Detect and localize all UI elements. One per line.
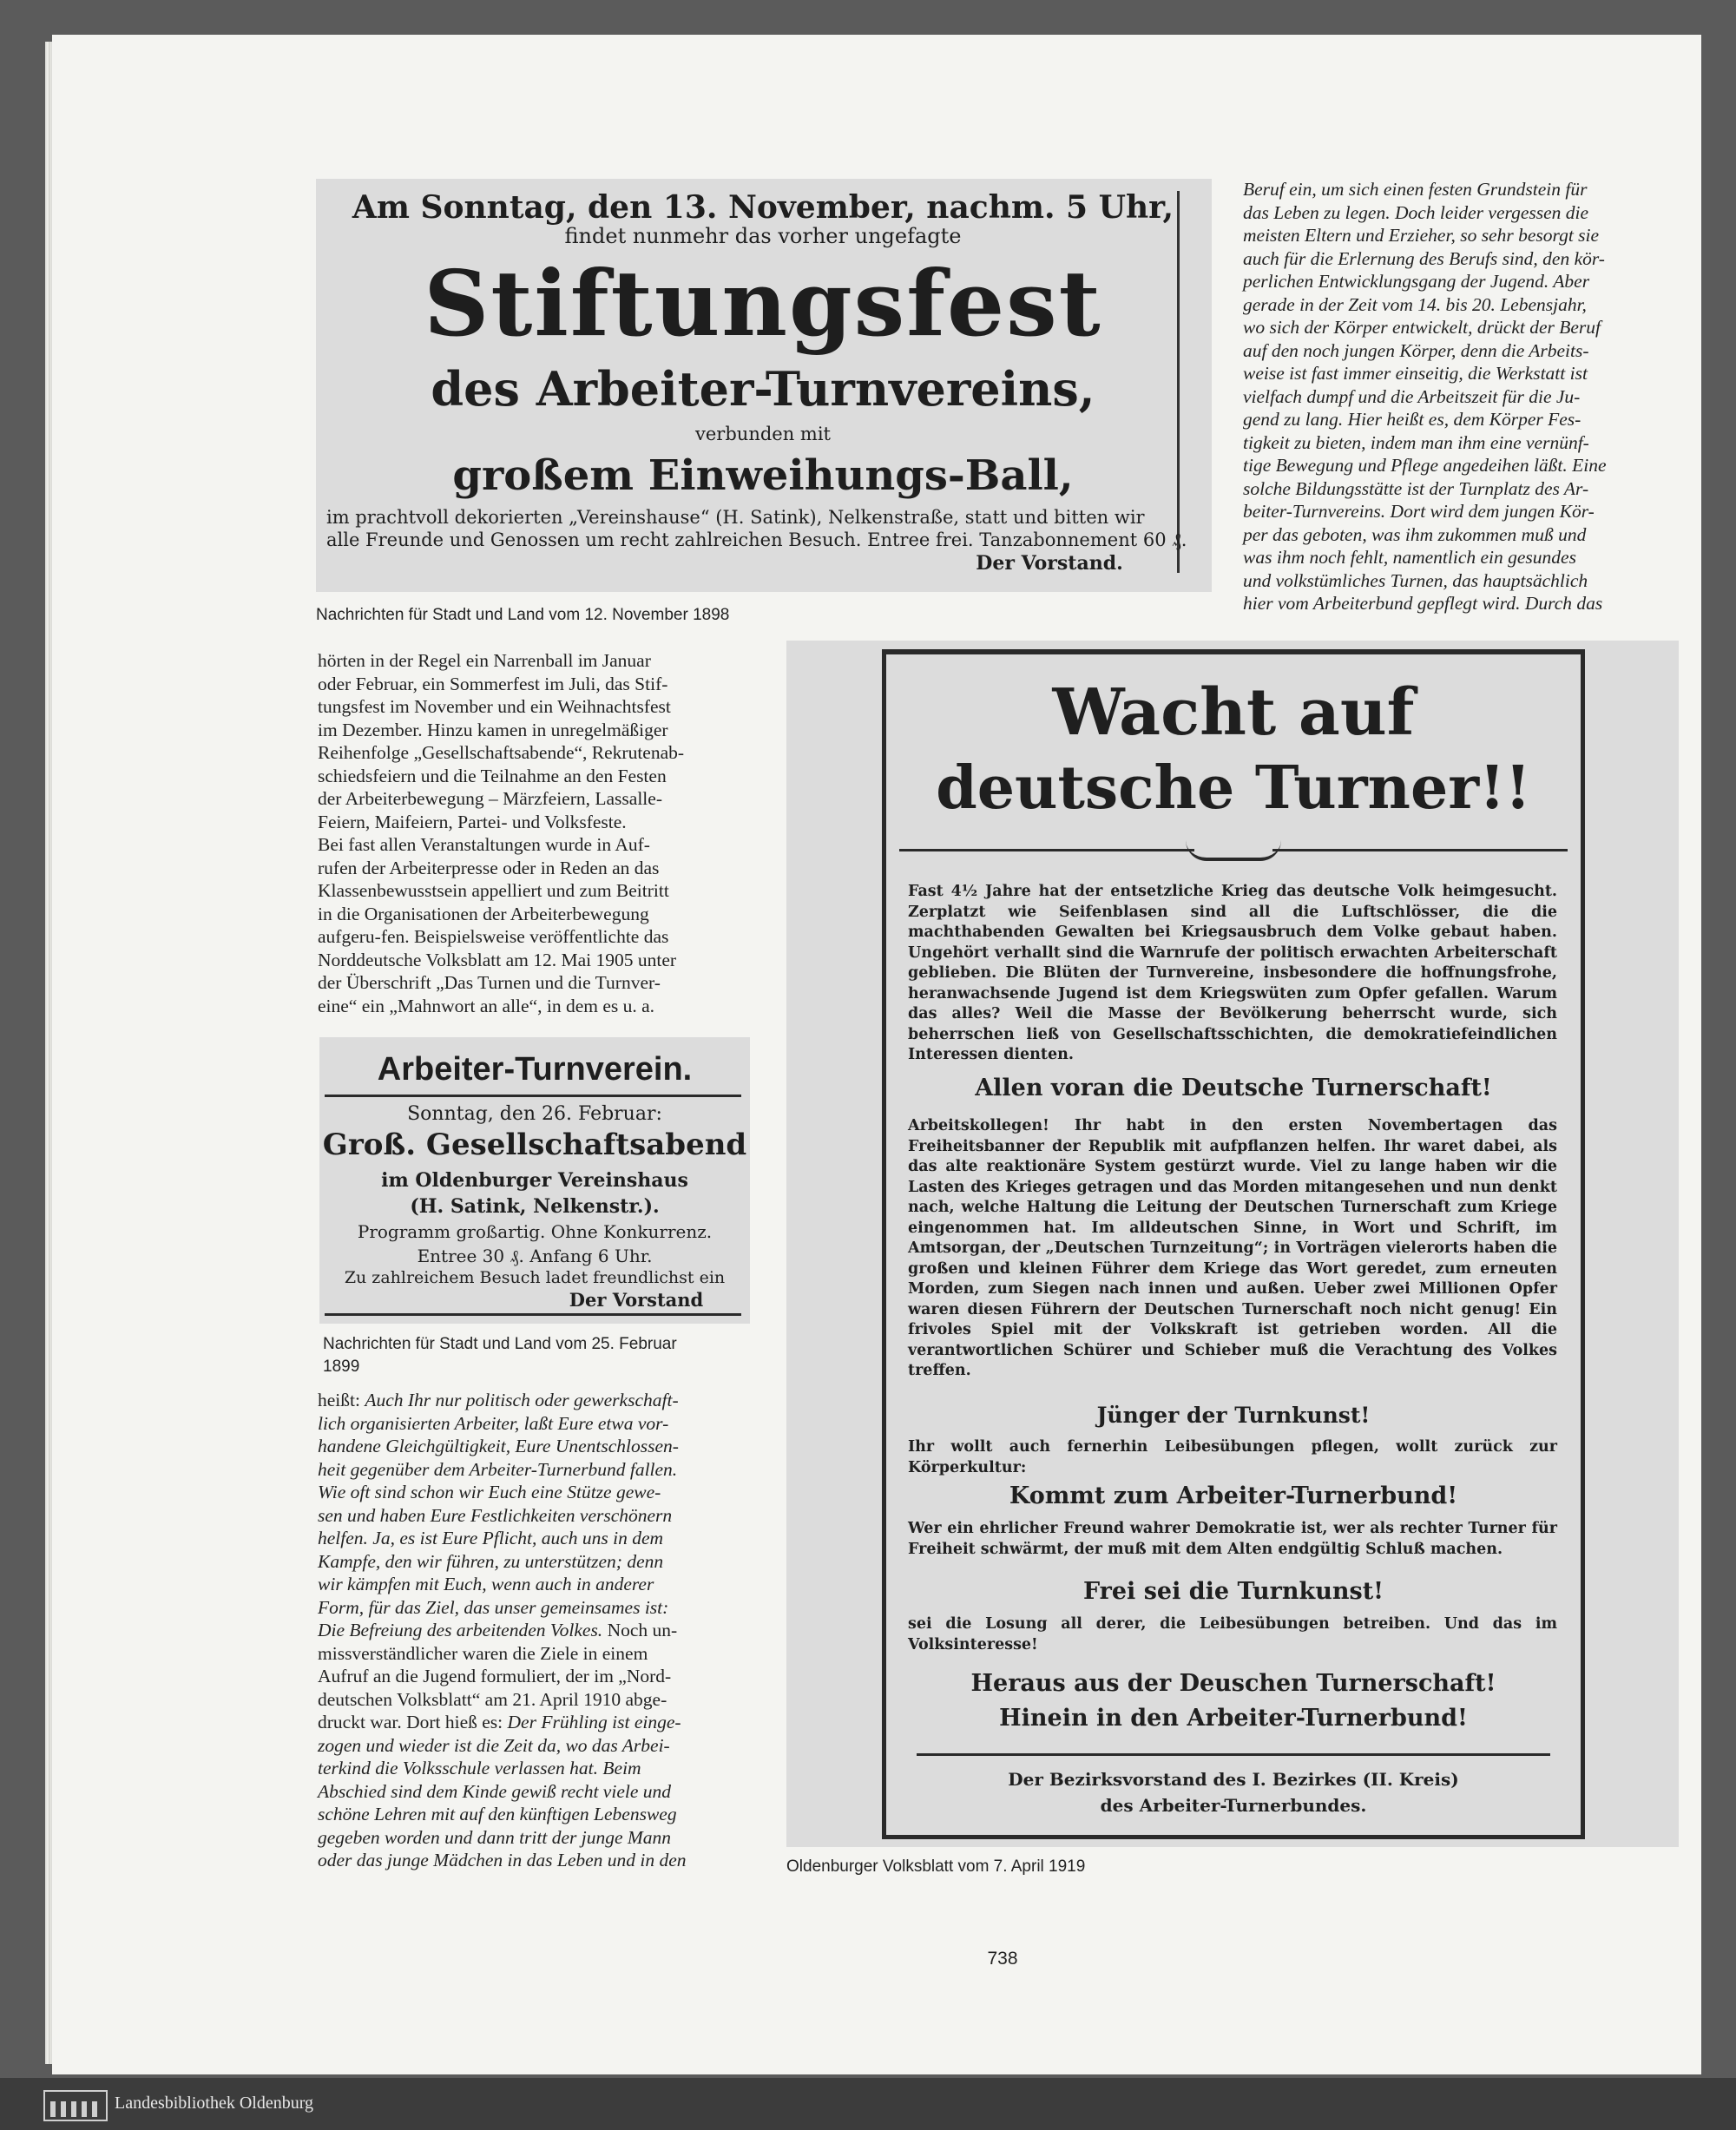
clip2-caption-line1: Nachrichten für Stadt und Land vom 25. Februar — [323, 1335, 677, 1353]
newspaper-clipping-wacht-auf — [786, 641, 1679, 1847]
library-building-icon — [43, 2090, 108, 2121]
left-text-3: Noch un- missverständlicher waren die Ziele in einem Aufruf an die Jugend formuliert, der im „Nord- deutschen Volksblatt“ am 21. April 1910 abge- druckt war. Dort hieß es: — [318, 1620, 678, 1732]
left-column-text-1: hörten in der Regel ein Narrenball im Januar oder Februar, ein Sommerfest im Juli, das Stif- tungsfest im November und ein Weihnachtsfest im Dezember. Hinzu kamen in unregelmäßiger Reihenfolge „Gesellschaftsabende“, Rekrutenab- schiedsfeiern und die Teilnahme an den Festen der Arbeiterbewegung – Märzfeiern, Lassalle- Feiern, Maifeiern, Partei- und Volksfeste. Bei fast allen Veranstaltungen wurde in Auf- rufen der Arbeiterpresse oder in Reden an das Klassenbewusstsein appelliert und zum Beitritt in die Organisationen der Arbeiterbewegung aufgeru-fen. Beispielsweise veröffentlichte das Norddeutsche Volksblatt am 12. Mai 1905 unter der Überschrift „Das Turnen und die Turnver- eine“ ein „Mahnwort an alle“, in dem es u. a. — [318, 650, 685, 1016]
clip2-line6: Programm großartig. Ohne Konkurrenz. — [357, 1221, 713, 1242]
clip1-line5: verbunden mit — [695, 424, 831, 444]
right-column-text: Beruf ein, um sich einen festen Grundstein für das Leben zu legen. Doch leider vergessen die meisten Eltern und Erzieher, so sehr besorgt sie auch für die Erlernung des Berufs sind, den kör- perlichen Entwicklungsgang der Jugend. Aber gerade in der Zeit vom 14. bis 20. Lebensjahr, wo sich der Körper entwickelt, drückt der Beruf auf den noch jungen Körper, denn die Arbeits- weise ist fast immer einseitig, die Werkstatt ist vielfach dumpf und die Arbeitszeit für die Ju- gend zu lang. Hier heißt es, dem Körper Fes- tigkeit zu bieten, indem man ihm eine vernünf- tige Bewegung und Pflege angedeihen läßt. Eine solche Bildungsstätte ist der Turnplatz des Ar- beiter-Turnvereins. Dort wird dem jungen Kör- per das geboten, was ihm zukommen muß und was ihm noch fehlt, namentlich ein gesundes und volkstümliches Turnen, das hauptsächlich hier vom Arbeiterbund gepflegt wird. Durch das — [1243, 179, 1607, 614]
clip3-title1: Wacht auf — [1052, 675, 1415, 750]
clip2-line5: (H. Satink, Nelkenstr.). — [410, 1195, 660, 1218]
clip2-line4: im Oldenburger Vereinshaus — [381, 1169, 688, 1192]
clip3-paragraph2: Arbeitskollegen! Ihr habt in den ersten Novembertagen das Freiheitsbanner der Republik mit aufpflanzen helfen. Ihr waret dabei, als das alte reaktionäre System gestürzt wurde. Viel zu lange haben wir die Lasten des Krieges getragen und das Morden mitangesehen und nun denkt nach, welche Haltung die Leitung der Deutschen Turnerschaft zum Kriege eingenommen hat. Im alldeutschen Sinne, in Wort und Schrift, im Amtsorgan, der „Deutschen Turnzeitung“; in Vorträgen vielerorts haben die großen und kleinen Führer dem Kriege das Wort geredet, zum erneuten Morden, zum Siegen nach innen und außen. Ueber zwei Millionen Opfer waren diesen Führern der Deutschen Turnerschaft noch nicht genug! Ein frivoles Spiel mit der Volkskraft ist getrieben worden. All die verantwortlichen Schürer und Schieber muß die Verachtung des Volkes treffen. — [908, 1117, 1557, 1379]
left-text-2-lead: heißt: — [318, 1390, 365, 1410]
clip3-signature2: des Arbeiter-Turnerbundes. — [1100, 1795, 1367, 1816]
clip1-line8: alle Freunde und Genossen um recht zahlreichen Besuch. Entree frei. Tanzabonnement 60 ₰. — [326, 529, 1187, 550]
clip3-heading3: Jünger der Turnkunst! — [1096, 1403, 1371, 1428]
clip3-signature1: Der Bezirksvorstand des I. Bezirkes (II. Kreis) — [1008, 1769, 1459, 1790]
clip2-title: Arbeiter-Turnverein. — [377, 1051, 693, 1088]
clip3-heading6b: Hinein in den Arbeiter-Turnerbund! — [999, 1705, 1468, 1732]
left-text-3-quote: Der Frühling ist einge- zogen und wieder ist die Zeit da, wo das Arbei- terkind die Volksschule verlassen hat. Beim Abschied sind dem Kinde gewiß recht viele und schöne Lehren mit auf den künftigen Lebensweg gegeben worden und dann tritt der junge Mann oder das junge Mädchen in das Leben und in den — [318, 1712, 687, 1870]
clip1-title: Stiftungsfest — [424, 250, 1102, 357]
page-number: 738 — [987, 1949, 1018, 1969]
clip3-paragraph4: Wer ein ehrlicher Freund wahrer Demokratie ist, wer als rechter Turner für Freiheit schwärmt, der muß mit dem Alten endgültig Schluß machen. — [908, 1520, 1557, 1558]
clip2-line3: Groß. Gesellschaftsabend — [322, 1127, 747, 1162]
clip3-heading2: Allen voran die Deutsche Turnerschaft! — [975, 1075, 1492, 1101]
clip1-caption: Nachrichten für Stadt und Land vom 12. November 1898 — [316, 606, 730, 624]
clip2-line7: Entree 30 ₰. Anfang 6 Uhr. — [417, 1246, 653, 1266]
clip3-title2: deutsche Turner!! — [936, 753, 1531, 823]
clip3-paragraph1: Fast 4½ Jahre hat der entsetzliche Krieg das deutsche Volk heimgesucht. Zerplatzt wie Seifenblasen sind all die Luftschlösser, die die machthabenden Gewalten bei Kriegsausbruch dem Volke gebaut haben. Ungehört verhallt sind die Warnrufe der politisch erwachten Arbeiterschaft geblieben. Die Blüten der Turnvereine, insbesondere die hoffnungsfrohe, heranwachsende Jugend ist dem Kriegswüten zum Opfer gefallen. Warum das alles? Weil die Masse der Bevölkerung beherrscht wurde, sich beherrschen ließ von Gesellschaftsschichten, die demokratiefeindlichen Interessen dienten. — [908, 883, 1557, 1063]
clip2-caption-line2: 1899 — [323, 1358, 360, 1376]
clip2-line2: Sonntag, den 26. Februar: — [407, 1103, 662, 1125]
newspaper-clipping-gesellschaftsabend — [319, 1037, 750, 1324]
left-text-2-quote: Auch Ihr nur politisch oder gewerkschaft- lich organisierten Arbeiter, laßt Eure etwa vor- handene Gleichgültigkeit, Eure Unentschlossen- heit gegenüber dem Arbeiter-Turnerbund fallen. Wie oft sind schon wir Euch eine Stütze gewe- sen und haben Eure Festlichkeiten verschönern helfen. Ja, es ist Eure Pflicht, auch uns in dem Kampfe, den wir führen, zu unterstützen; denn wir kämpfen mit Euch, wenn auch in anderer Form, für das Ziel, das unser gemeinsames ist: Die Befreiung des arbeitenden Volkes. — [318, 1390, 679, 1640]
clip2-line8: Zu zahlreichem Besuch ladet freundlichst ein — [344, 1268, 726, 1287]
newspaper-clipping-stiftungsfest — [316, 179, 1212, 592]
clip3-paragraph3: Ihr wollt auch fernerhin Leibesübungen pflegen, wollt zurück zur Körperkultur: — [908, 1438, 1557, 1476]
clip1-line2: findet nunmehr das vorher ungefagte — [564, 224, 962, 248]
clip1-line7: im prachtvoll dekorierten „Vereinshause“ (H. Satink), Nelkenstraße, statt und bitten wir — [326, 507, 1145, 528]
footer-library-name[interactable]: Landesbibliothek Oldenburg — [115, 2094, 314, 2113]
clip3-heading5: Frei sei die Turnkunst! — [1082, 1578, 1384, 1605]
clip1-line9: Der Vorstand. — [976, 552, 1123, 575]
clip2-line9: Der Vorstand — [569, 1289, 704, 1311]
clip3-paragraph5: sei die Losung all derer, die Leibesübungen betreiben. Und das im Volksinteresse! — [908, 1615, 1557, 1653]
clip3-caption: Oldenburger Volksblatt vom 7. April 1919 — [786, 1857, 1086, 1876]
clip1-line4: des Arbeiter-Turnvereins, — [431, 361, 1095, 417]
clip1-line6: großem Einweihungs-Ball, — [452, 451, 1074, 500]
clip3-heading6a: Heraus aus der Deuschen Turnerschaft! — [970, 1670, 1496, 1697]
left-column-text-2 — [318, 1389, 755, 1872]
clip1-line1: Am Sonntag, den 13. November, nachm. 5 Uhr, — [352, 189, 1174, 226]
clip3-heading4: Kommt zum Arbeiter-Turnerbund! — [1009, 1482, 1458, 1509]
